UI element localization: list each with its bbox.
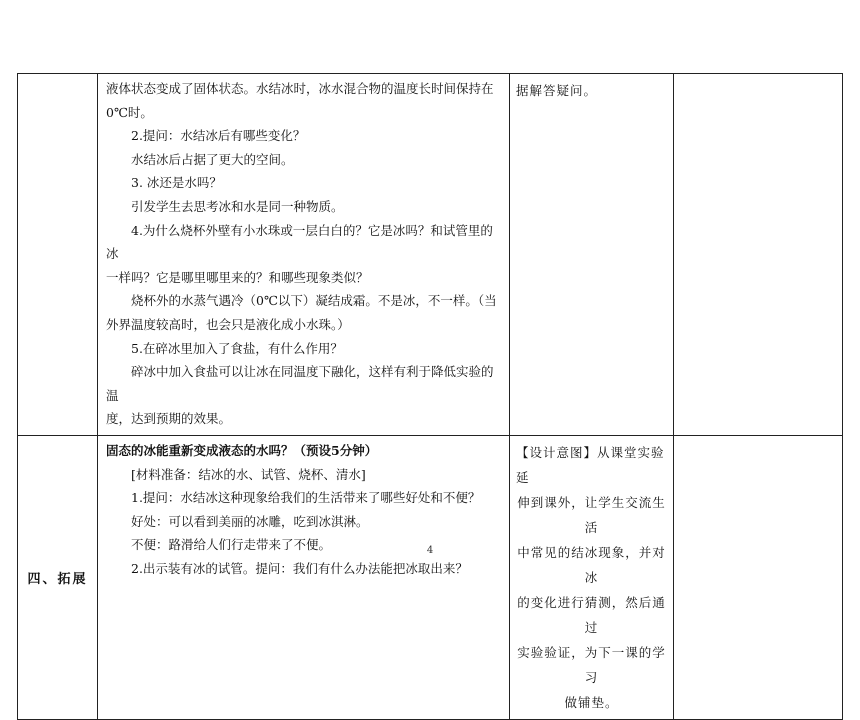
page-number: 4 xyxy=(426,545,434,556)
section-heading: 固态的冰能重新变成液态的水吗？（预设5分钟） xyxy=(106,442,378,458)
design-text: 【设计意图】从课堂实验延 xyxy=(516,444,665,485)
design-text: 伸到课外，让学生交流生活 xyxy=(517,494,666,535)
lesson-plan-table xyxy=(17,73,843,720)
text-line: 2.提问：水结冰后有哪些变化？ xyxy=(131,128,306,144)
text-line: 5.在碎冰里加入了食盐，有什么作用？ xyxy=(131,340,343,356)
text-line: 度，达到预期的效果。 xyxy=(106,411,232,427)
design-text: 做铺垫。 xyxy=(564,694,619,710)
text-line: 3. 冰还是水吗？ xyxy=(131,175,222,191)
design-text: 中常见的结冰现象，并对冰 xyxy=(517,544,666,585)
text-line: 引发学生去思考冰和水是同一种物质。 xyxy=(131,198,344,214)
table-row xyxy=(18,435,843,719)
design-text: 实验验证，为下一课的学习 xyxy=(517,644,666,685)
activity-cell xyxy=(98,74,510,436)
design-intent-cell xyxy=(510,74,674,436)
text-line: 2.出示装有冰的试管。提问：我们有什么办法能把冰取出来？ xyxy=(131,560,468,576)
text-line: [材料准备：结冰的水、试管、烧杯、清水] xyxy=(131,466,366,482)
stage-cell xyxy=(18,74,98,436)
table-row xyxy=(18,74,843,436)
text-line: 水结冰后占据了更大的空间。 xyxy=(131,151,294,167)
text-line: 烧杯外的水蒸气遇冷（0℃以下）凝结成霜。不是冰，不一样。（当 xyxy=(131,293,497,309)
text-line: 外界温度较高时，也会只是液化成小水珠。） xyxy=(106,316,350,332)
text-line: 不便：路滑给人们行走带来了不便。 xyxy=(131,537,332,553)
activity-cell xyxy=(98,435,510,719)
notes-cell xyxy=(674,74,843,436)
notes-cell xyxy=(674,435,843,719)
stage-cell xyxy=(18,435,98,719)
design-intent-cell xyxy=(510,435,674,719)
text-line: 好处：可以看到美丽的冰雕，吃到冰淇淋。 xyxy=(131,513,369,529)
text-line: 碎冰中加入食盐可以让冰在同温度下融化，这样有利于降低实验的温 xyxy=(106,364,494,403)
stage-label: 四、拓展 xyxy=(27,571,88,587)
text-line: 4.为什么烧杯外壁有小水珠或一层白白的？它是冰吗？和试管里的冰 xyxy=(106,222,493,262)
text-line: 液体状态变成了固体状态。水结冰时，冰水混合物的温度长时间保持在 xyxy=(106,81,494,96)
text-line: 1.提问：水结冰这种现象给我们的生活带来了哪些好处和不便？ xyxy=(131,490,481,506)
design-text: 据解答疑问。 xyxy=(516,83,598,98)
design-text: 的变化进行猜测，然后通过 xyxy=(517,594,666,635)
text-line: 0℃时。 xyxy=(106,104,153,120)
text-line: 一样吗？它是哪里哪里来的？和哪些现象类似？ xyxy=(106,269,369,285)
